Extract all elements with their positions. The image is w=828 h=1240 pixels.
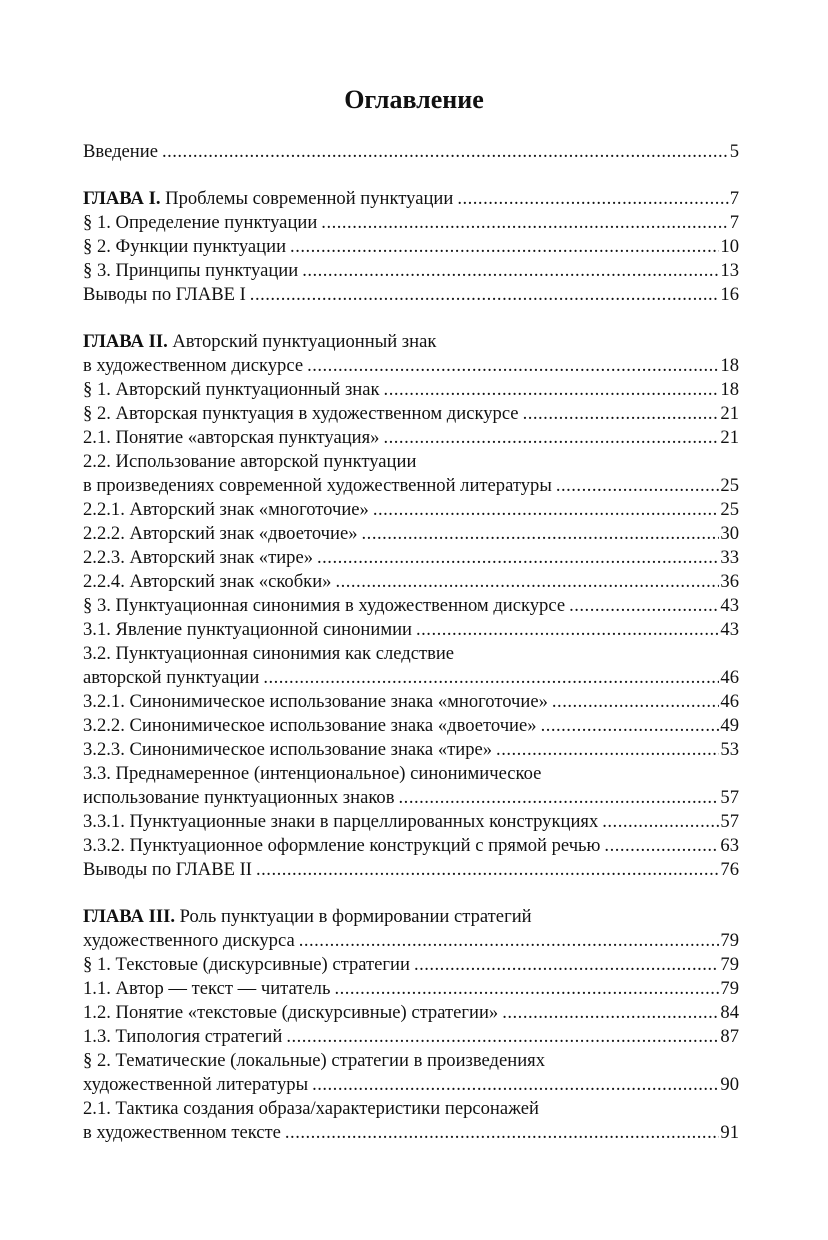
- dot-leader: [416, 618, 719, 642]
- toc-entry: [83, 140, 739, 164]
- toc-entry-text: 3.2. Пунктуационная синонимия как следствие: [83, 643, 455, 664]
- dot-leader: [312, 1073, 719, 1097]
- dot-leader: [334, 977, 719, 1001]
- toc-entry-text: 1.3. Типология стратегий: [83, 1026, 283, 1047]
- toc-entry-title: [83, 1073, 308, 1097]
- toc-entry-text: § 3. Пунктуационная синонимия в художественном дискурсе: [83, 595, 566, 616]
- toc-entry-title: [83, 762, 541, 786]
- toc-entry-title: [83, 498, 369, 522]
- chapter-label: ГЛАВА III.: [83, 906, 175, 927]
- toc-entry-text: 2.1. Понятие «авторская пунктуация»: [83, 427, 380, 448]
- page-number: 87: [720, 1026, 739, 1047]
- toc-entry-text: Введение: [83, 141, 158, 162]
- dot-leader: [256, 858, 719, 882]
- dot-leader: [290, 235, 719, 259]
- toc-entry-title: [83, 905, 532, 929]
- page-number: 43: [720, 619, 739, 640]
- toc-entry-text: 2.2.3. Авторский знак «тире»: [83, 547, 313, 568]
- toc-entry-text: 3.2.2. Синонимическое использование знака «двоеточие»: [83, 715, 537, 736]
- toc-entry-title: [83, 786, 395, 810]
- toc-entry: [83, 786, 739, 810]
- dot-leader: [569, 594, 719, 618]
- page-number: 53: [720, 739, 739, 760]
- toc-entry-title: [83, 140, 158, 164]
- page-number: 49: [720, 715, 739, 736]
- toc-entry-text: § 1. Определение пунктуации: [83, 212, 318, 233]
- page-number: 10: [720, 236, 739, 257]
- page-number: 7: [729, 212, 739, 233]
- toc-spacer: [83, 882, 739, 905]
- toc-entry-text: использование пунктуационных знаков: [83, 787, 395, 808]
- toc-entry: [83, 283, 739, 307]
- toc-entry-text: художественной литературы: [83, 1074, 309, 1095]
- dot-leader: [556, 474, 720, 498]
- toc-entry-text: Авторский пунктуационный знак: [167, 331, 437, 352]
- toc-entry-title: [83, 283, 246, 307]
- toc-entry-title: [83, 929, 295, 953]
- dot-leader: [399, 786, 720, 810]
- toc-entry: [83, 498, 739, 522]
- toc-entry: [83, 714, 739, 738]
- toc-entry-title: [83, 666, 259, 690]
- toc-entry: [83, 929, 739, 953]
- page-number: 91: [720, 1122, 739, 1143]
- toc-entry: [83, 642, 739, 666]
- toc-entry-text: 1.1. Автор — текст — читатель: [83, 978, 331, 999]
- dot-leader: [335, 570, 719, 594]
- dot-leader: [457, 187, 728, 211]
- dot-leader: [362, 522, 720, 546]
- toc-entry: [83, 354, 739, 378]
- toc-entry-title: [83, 1001, 498, 1025]
- page-number: 79: [720, 954, 739, 975]
- dot-leader: [541, 714, 720, 738]
- dot-leader: [383, 426, 719, 450]
- toc-entry-title: [83, 810, 598, 834]
- toc-entry: [83, 1049, 739, 1073]
- toc-entry: [83, 1073, 739, 1097]
- page-number: 21: [720, 427, 739, 448]
- page-number: 76: [720, 859, 739, 880]
- toc-entry-text: 2.2.2. Авторский знак «двоеточие»: [83, 523, 358, 544]
- toc-entry: [83, 977, 739, 1001]
- dot-leader: [496, 738, 719, 762]
- toc-entry-text: в произведениях современной художественной литературы: [83, 475, 552, 496]
- dot-leader: [285, 1121, 720, 1145]
- toc-entry-title: [83, 546, 313, 570]
- toc-entry-title: [83, 1121, 281, 1145]
- dot-leader: [317, 546, 719, 570]
- dot-leader: [552, 690, 720, 714]
- toc-entry: [83, 1001, 739, 1025]
- toc-entry-title: [83, 570, 331, 594]
- dot-leader: [604, 834, 719, 858]
- toc-entry: [83, 522, 739, 546]
- toc-entry-title: [83, 858, 252, 882]
- toc-entry-title: [83, 834, 600, 858]
- toc-entry-text: 3.3. Преднамеренное (интенциональное) синонимическое: [83, 763, 542, 784]
- toc-entry-text: Выводы по ГЛАВЕ II: [83, 859, 252, 880]
- toc-entry-text: 2.2. Использование авторской пунктуации: [83, 451, 417, 472]
- page-number: 33: [720, 547, 739, 568]
- toc-entry-title: [83, 977, 330, 1001]
- toc-entry-title: [83, 1025, 282, 1049]
- toc-entry-title: [83, 690, 548, 714]
- toc-entry-text: 3.2.3. Синонимическое использование знака «тире»: [83, 739, 493, 760]
- page-number: 7: [729, 188, 739, 209]
- toc-entry-text: 1.2. Понятие «текстовые (дискурсивные) стратегии»: [83, 1002, 499, 1023]
- toc-entry: [83, 259, 739, 283]
- toc-entry-title: [83, 259, 298, 283]
- toc-entry: [83, 378, 739, 402]
- toc-entry-text: 3.2.1. Синонимическое использование знака «многоточие»: [83, 691, 548, 712]
- toc-entry-text: в художественном дискурсе: [83, 355, 304, 376]
- toc-entry-text: Выводы по ГЛАВЕ I: [83, 284, 246, 305]
- toc-entry: [83, 953, 739, 977]
- dot-leader: [263, 666, 719, 690]
- dot-leader: [414, 953, 719, 977]
- toc-entry-title: [83, 618, 412, 642]
- toc-entry-text: § 2. Функции пунктуации: [83, 236, 287, 257]
- toc-entry-text: § 3. Принципы пунктуации: [83, 260, 299, 281]
- page-number: 16: [720, 284, 739, 305]
- page-number: 25: [720, 475, 739, 496]
- toc-entry-title: [83, 1097, 539, 1121]
- toc-entry: [83, 235, 739, 259]
- toc-entry-text: 2.1. Тактика создания образа/характеристики персонажей: [83, 1098, 539, 1119]
- toc-entry: [83, 546, 739, 570]
- toc-entry-title: [83, 426, 379, 450]
- toc-entry-title: [83, 642, 454, 666]
- toc-entry-text: Проблемы современной пунктуации: [160, 188, 454, 209]
- dot-leader: [373, 498, 720, 522]
- dot-leader: [299, 929, 720, 953]
- toc-entry-text: художественного дискурса: [83, 930, 295, 951]
- toc-entry: [83, 187, 739, 211]
- toc-entry-text: § 2. Тематические (локальные) стратегии в произведениях: [83, 1050, 546, 1071]
- toc-entry-text: § 1. Авторский пунктуационный знак: [83, 379, 380, 400]
- toc-entry: [83, 834, 739, 858]
- toc-entry: [83, 402, 739, 426]
- page-number: 79: [720, 930, 739, 951]
- page-number: 79: [720, 978, 739, 999]
- toc-entry-text: 3.3.2. Пунктуационное оформление конструкций с прямой речью: [83, 835, 601, 856]
- toc-entry-title: [83, 522, 358, 546]
- page-number: 63: [720, 835, 739, 856]
- page-number: 18: [720, 379, 739, 400]
- page-number: 21: [720, 403, 739, 424]
- page-title: Оглавление: [344, 85, 484, 114]
- page-number: 13: [720, 260, 739, 281]
- dot-leader: [602, 810, 719, 834]
- toc-entry-title: [83, 354, 303, 378]
- dot-leader: [302, 259, 719, 283]
- chapter-label: ГЛАВА I.: [83, 188, 161, 209]
- page-number: 43: [720, 595, 739, 616]
- toc-entry-text: 2.2.4. Авторский знак «скобки»: [83, 571, 332, 592]
- page-number: 25: [720, 499, 739, 520]
- toc-entry: [83, 426, 739, 450]
- dot-leader: [321, 211, 728, 235]
- toc-entry: [83, 1121, 739, 1145]
- chapter-label: ГЛАВА II.: [83, 331, 168, 352]
- toc-entry: [83, 570, 739, 594]
- page-number: 57: [720, 811, 739, 832]
- toc-entry: [83, 905, 739, 929]
- table-of-contents: [83, 140, 739, 1145]
- dot-leader: [250, 283, 720, 307]
- toc-entry-title: [83, 211, 317, 235]
- toc-entry: [83, 1097, 739, 1121]
- toc-entry-title: [83, 187, 453, 211]
- toc-entry-text: Роль пунктуации в формировании стратегий: [174, 906, 532, 927]
- toc-entry: [83, 690, 739, 714]
- toc-entry: [83, 450, 739, 474]
- toc-entry-title: [83, 738, 492, 762]
- toc-entry-text: 3.1. Явление пунктуационной синонимии: [83, 619, 412, 640]
- toc-entry: [83, 594, 739, 618]
- toc-entry-text: 3.3.1. Пунктуационные знаки в парцеллированных конструкциях: [83, 811, 599, 832]
- toc-entry: [83, 858, 739, 882]
- dot-leader: [384, 378, 720, 402]
- dot-leader: [286, 1025, 719, 1049]
- page-number: 18: [720, 355, 739, 376]
- toc-entry: [83, 666, 739, 690]
- toc-entry: [83, 762, 739, 786]
- toc-entry-title: [83, 474, 552, 498]
- toc-entry: [83, 1025, 739, 1049]
- toc-entry-title: [83, 1049, 545, 1073]
- toc-spacer: [83, 307, 739, 330]
- toc-entry-title: [83, 402, 519, 426]
- toc-entry: [83, 474, 739, 498]
- toc-entry: [83, 618, 739, 642]
- toc-spacer: [83, 164, 739, 187]
- toc-entry-text: авторской пунктуации: [83, 667, 260, 688]
- toc-entry: [83, 211, 739, 235]
- page-number: 5: [729, 141, 739, 162]
- dot-leader: [162, 140, 729, 164]
- page-number: 30: [720, 523, 739, 544]
- dot-leader: [502, 1001, 719, 1025]
- toc-entry-title: [83, 594, 565, 618]
- dot-leader: [523, 402, 720, 426]
- toc-entry-title: [83, 378, 380, 402]
- toc-entry-title: [83, 953, 410, 977]
- toc-entry-text: 2.2.1. Авторский знак «многоточие»: [83, 499, 369, 520]
- page-number: 36: [720, 571, 739, 592]
- toc-entry-title: [83, 450, 416, 474]
- page-number: 46: [720, 667, 739, 688]
- toc-entry: [83, 810, 739, 834]
- toc-entry: [83, 330, 739, 354]
- toc-entry-title: [83, 714, 537, 738]
- toc-entry-text: § 2. Авторская пунктуация в художественном дискурсе: [83, 403, 519, 424]
- dot-leader: [307, 354, 719, 378]
- toc-entry-title: [83, 330, 436, 354]
- toc-entry: [83, 738, 739, 762]
- toc-entry-text: § 1. Текстовые (дискурсивные) стратегии: [83, 954, 410, 975]
- toc-entry-text: в художественном тексте: [83, 1122, 281, 1143]
- page-number: 57: [720, 787, 739, 808]
- page-number: 46: [720, 691, 739, 712]
- toc-entry-title: [83, 235, 286, 259]
- page-number: 90: [720, 1074, 739, 1095]
- page-number: 84: [720, 1002, 739, 1023]
